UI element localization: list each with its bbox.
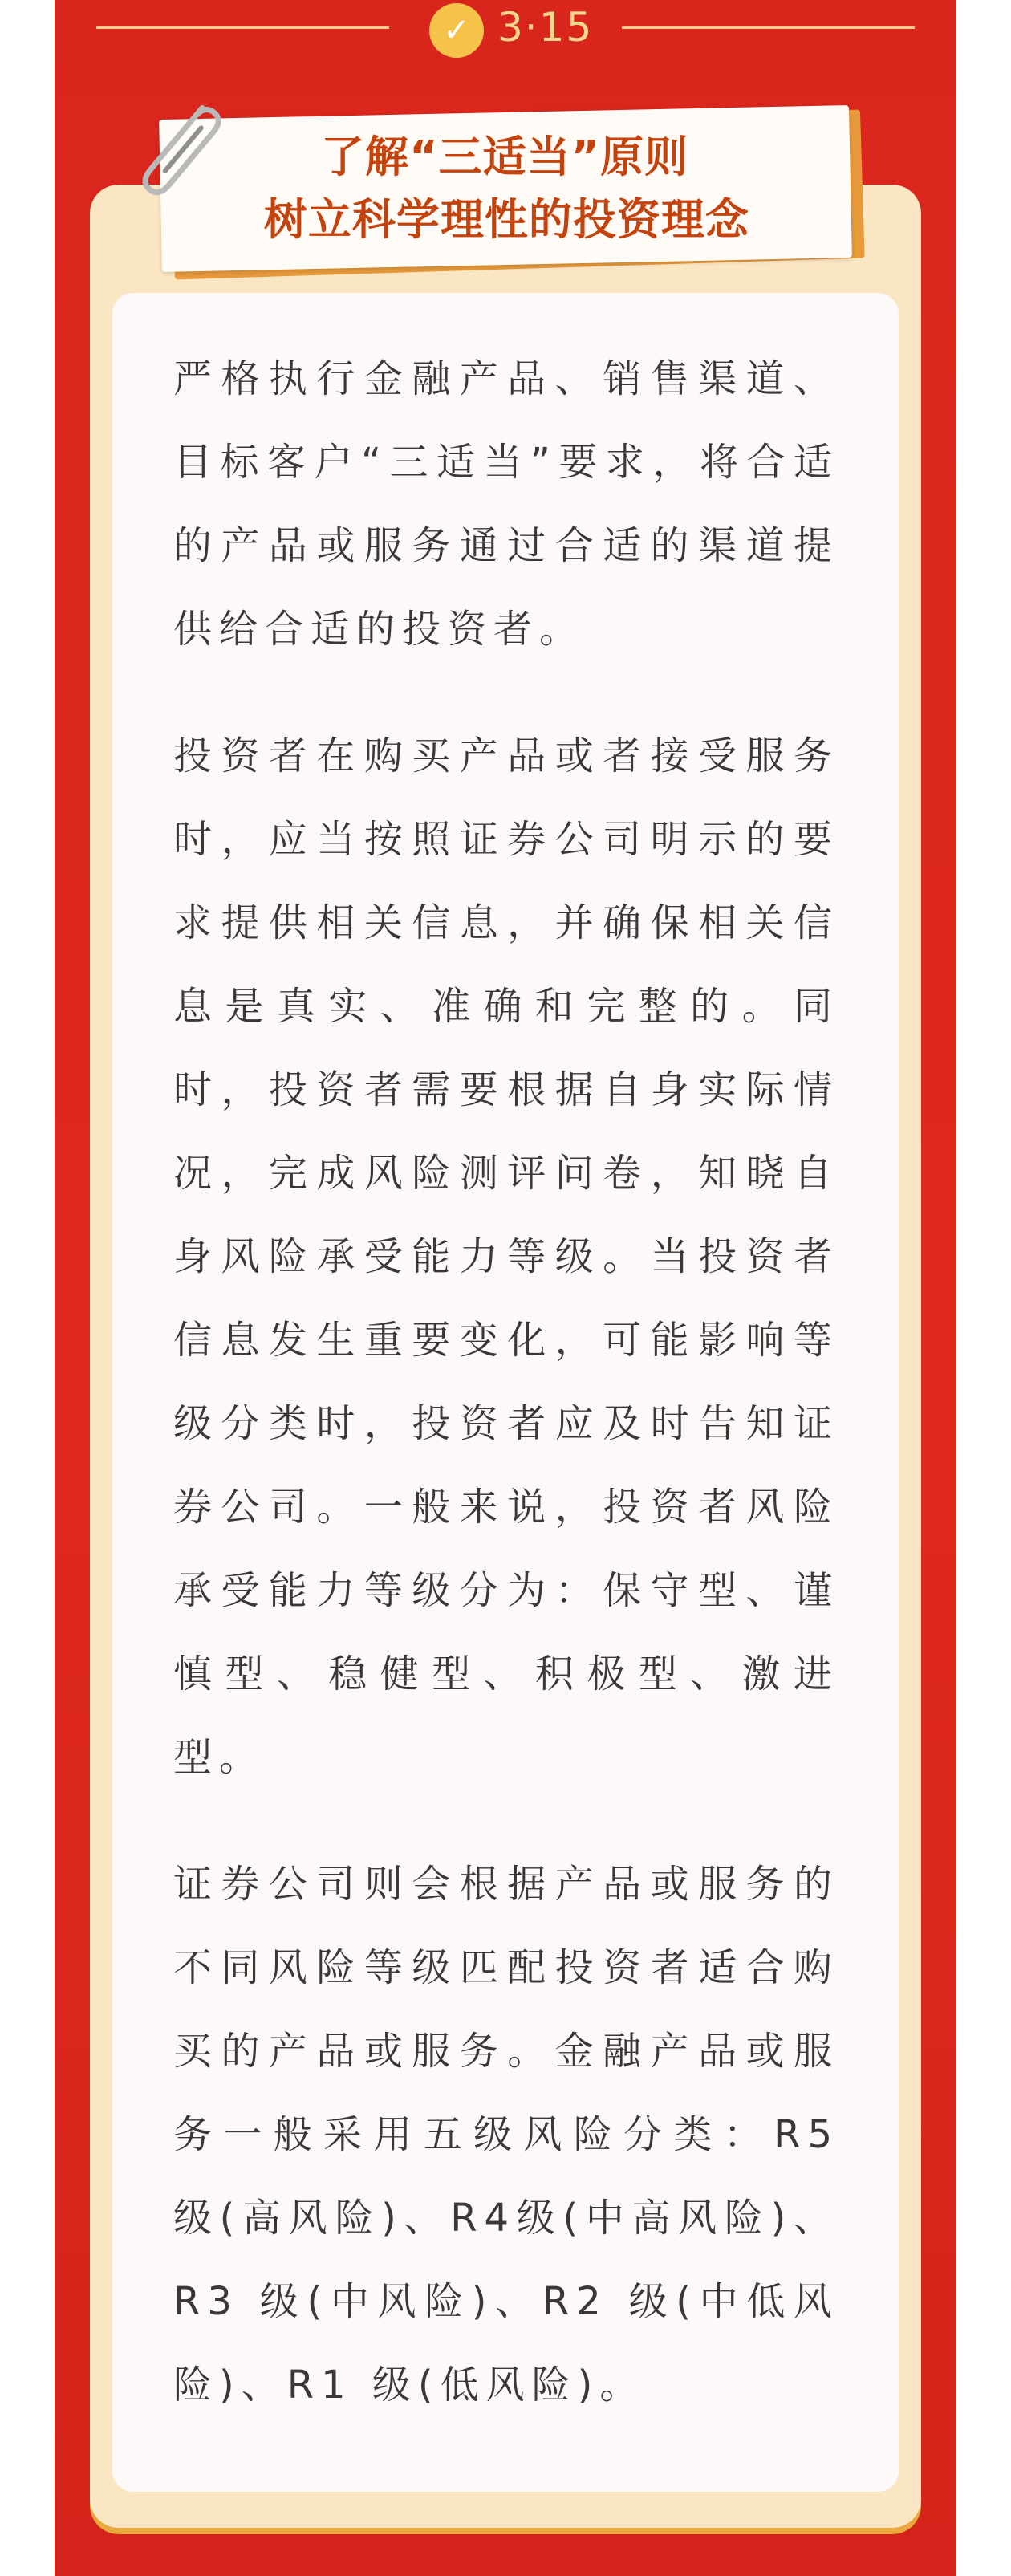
- paragraph-2: 投资者在购买产品或者接受服务时，应当按照证券公司明示的要求提供相关信息，并确保相关信息是真实、准确和完整的。同时，投资者需要根据自身实际情况，完成风险测评问卷，知晓自身风险承受能力等级。当投资者信息发生重要变化，可能影响等级分类时，投资者应及时告知证券公司。一般来说，投资者风险承受能力等级分为：保守型、谨慎型、稳健型、积极型、激进型。: [173, 733, 839, 1780]
- check-icon: ✓: [429, 3, 484, 58]
- title-line-1: 了解“三适当”原则: [321, 132, 689, 183]
- paperclip-icon: [128, 96, 233, 209]
- title-ribbon: [159, 105, 852, 272]
- header-divider-right: [622, 26, 915, 29]
- header-divider-left: [96, 26, 389, 29]
- paragraph-1: 严格执行金融产品、销售渠道、目标客户“三适当”要求，将合适的产品或服务通过合适的渠道提供给合适的投资者。: [173, 356, 839, 652]
- title-line-2: 树立科学理性的投资理念: [263, 193, 749, 245]
- paragraph-3: 证券公司则会根据产品或服务的不同风险等级匹配投资者适合购买的产品或服务。金融产品或服务一般采用五级风险分类：R5 级(高风险)、R4级(中高风险)、R3 级(中风险)、R2 级(中低风险)、R1 级(低风险)。: [173, 1862, 839, 2407]
- header-date: 3·15: [497, 4, 594, 51]
- body-text: [173, 337, 839, 2470]
